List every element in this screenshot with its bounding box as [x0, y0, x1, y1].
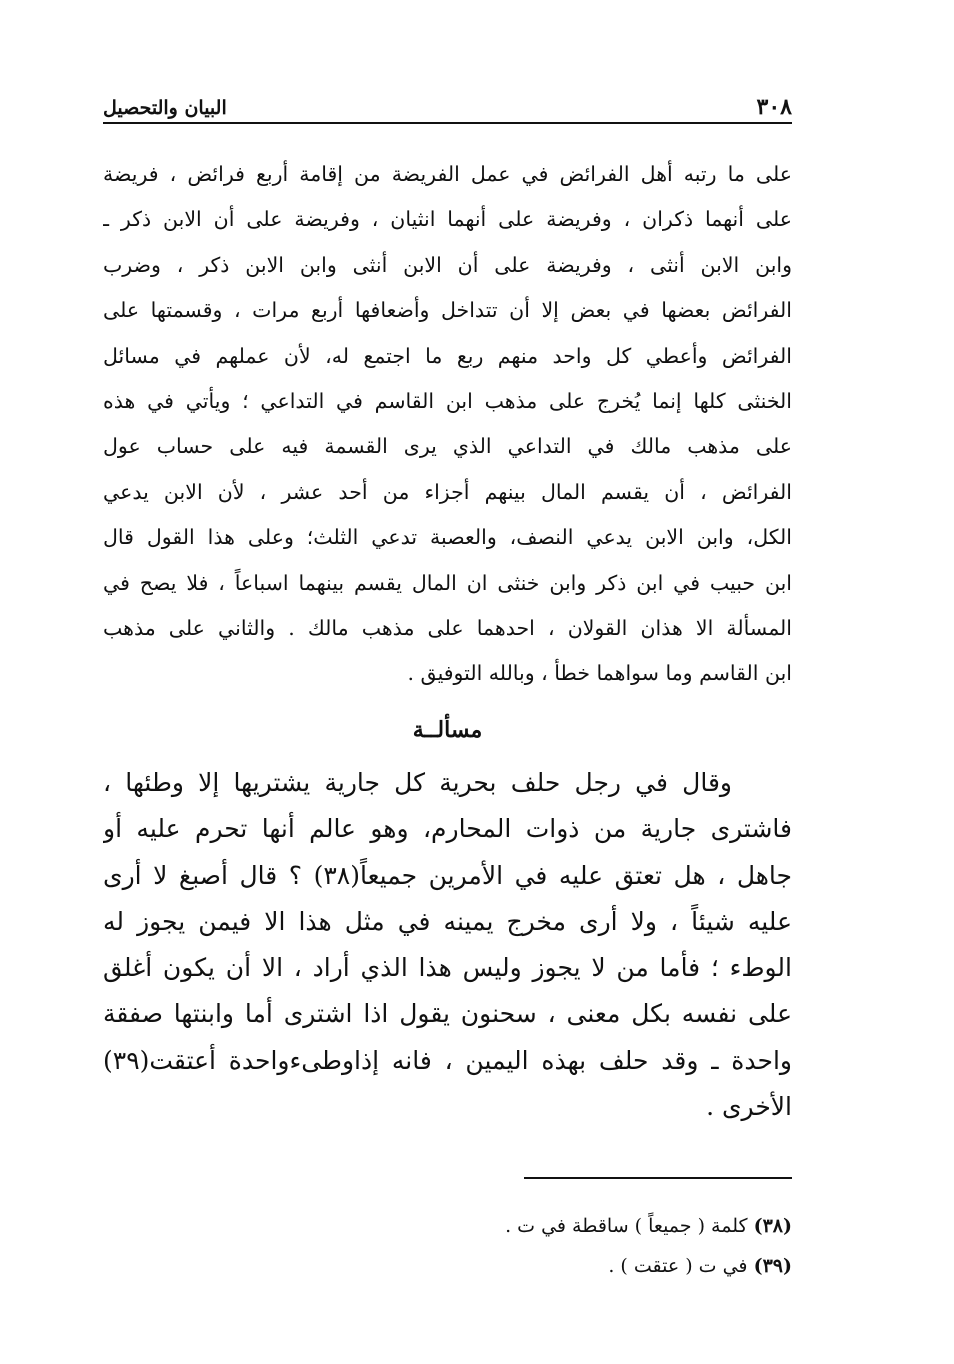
footnote-38 [103, 1206, 792, 1246]
text-line: ابن حبيب في ابن ذكر وابن خنثى ان المال يقسم بينهما اسباعاً ، فلا يصح في [103, 570, 792, 595]
text-line: فاشترى جارية من ذوات المحارم، وهو عالم أنها تحرم عليه أو [103, 814, 792, 844]
page-header [103, 88, 792, 124]
footnote-text: في ت ( عتقت ) . [608, 1255, 748, 1277]
text-line: وابن الابن أنثى ، وفريضة على أن الابن أنثى وابن الابن ذكر ، وضرب [103, 252, 792, 277]
text-line: الفرائض بعضها في بعض إلا أن تتداخل وأضعافها أربع مرات ، وقسمتها على [103, 298, 792, 323]
footnote-divider [524, 1177, 792, 1179]
text-line: واحدة ـ وقد حلف بهذه اليمين ، فانه إذاوطىءواحدة أعتقت(٣٩) [103, 1045, 792, 1075]
text-line: الوطء ؛ فأما من لا يجوز وليس هذا الذي أراد ، الا أن يكون أغلق [103, 953, 792, 983]
text-line: على مذهب مالك في التداعي الذي يرى القسمة فيه على حساب عول [103, 434, 792, 459]
text-line: ابن القاسم وما سواهما خطأ ، وبالله التوفيق . [407, 661, 792, 686]
text-line: الكل، وابن الابن يدعي النصف، والعصبة تدعي الثلث؛ وعلى هذا القول قال [103, 525, 792, 550]
text-line: المسألة الا هذان القولان ، احدهما على مذهب مالك . والثاني على مذهب [103, 615, 792, 640]
paragraph-2 [103, 760, 792, 1130]
text-line: الفرائض ، أن يقسم المال بينهم أجزاء من أحد عشر ، لأن الابن يدعي [103, 479, 792, 504]
text-line: على نفسه بكل معنى ، سحنون يقول اذا اشترى أما وابنتها صفقة [103, 999, 792, 1029]
text-line: وقال في رجل حلف بحرية كل جارية يشتريها إلا وطئها ، [103, 768, 732, 797]
text-line: الخنثى كلها إنما يُخرج على مذهب ابن القاسم في التداعي ؛ ويأتي في هذه [103, 388, 792, 413]
text-line: على ما رتبه أهل الفرائض في عمل الفريضة من إقامة أربع فرائض ، فريضة [103, 162, 792, 186]
footnote-39 [103, 1246, 792, 1286]
footnote-number: (٣٨) [753, 1215, 792, 1237]
footnotes [103, 1206, 792, 1286]
footnote-number: (٣٩) [753, 1255, 792, 1277]
running-title: البيان والتحصيل [103, 97, 227, 119]
page-number: ٣٠٨ [756, 94, 792, 120]
text-line: الفرائض وأعطي كل واحد منهم ربع ما اجتمع له، لأن عملهم في مسائل [103, 343, 792, 368]
text-line: عليه شيئاً ، ولا أرى مخرج يمينه في مثل هذا الا فيمن يجوز له [103, 906, 792, 936]
text-line: الأخرى . [706, 1092, 792, 1122]
footnote-text: كلمة ( جميعاً ) ساقطة في ت . [505, 1215, 748, 1237]
text-line: جاهل ، هل تعتق عليه في الأمرين جميعاً(٣٨) ؟ قال أصبغ لا أرى [103, 860, 792, 890]
section-heading: مسألــة [412, 717, 483, 743]
paragraph-1 [103, 152, 792, 697]
text-line: على أنهما ذكران ، وفريضة على أنهما انثيان ، وفريضة على أن الابن ذكر ـ [103, 207, 792, 232]
